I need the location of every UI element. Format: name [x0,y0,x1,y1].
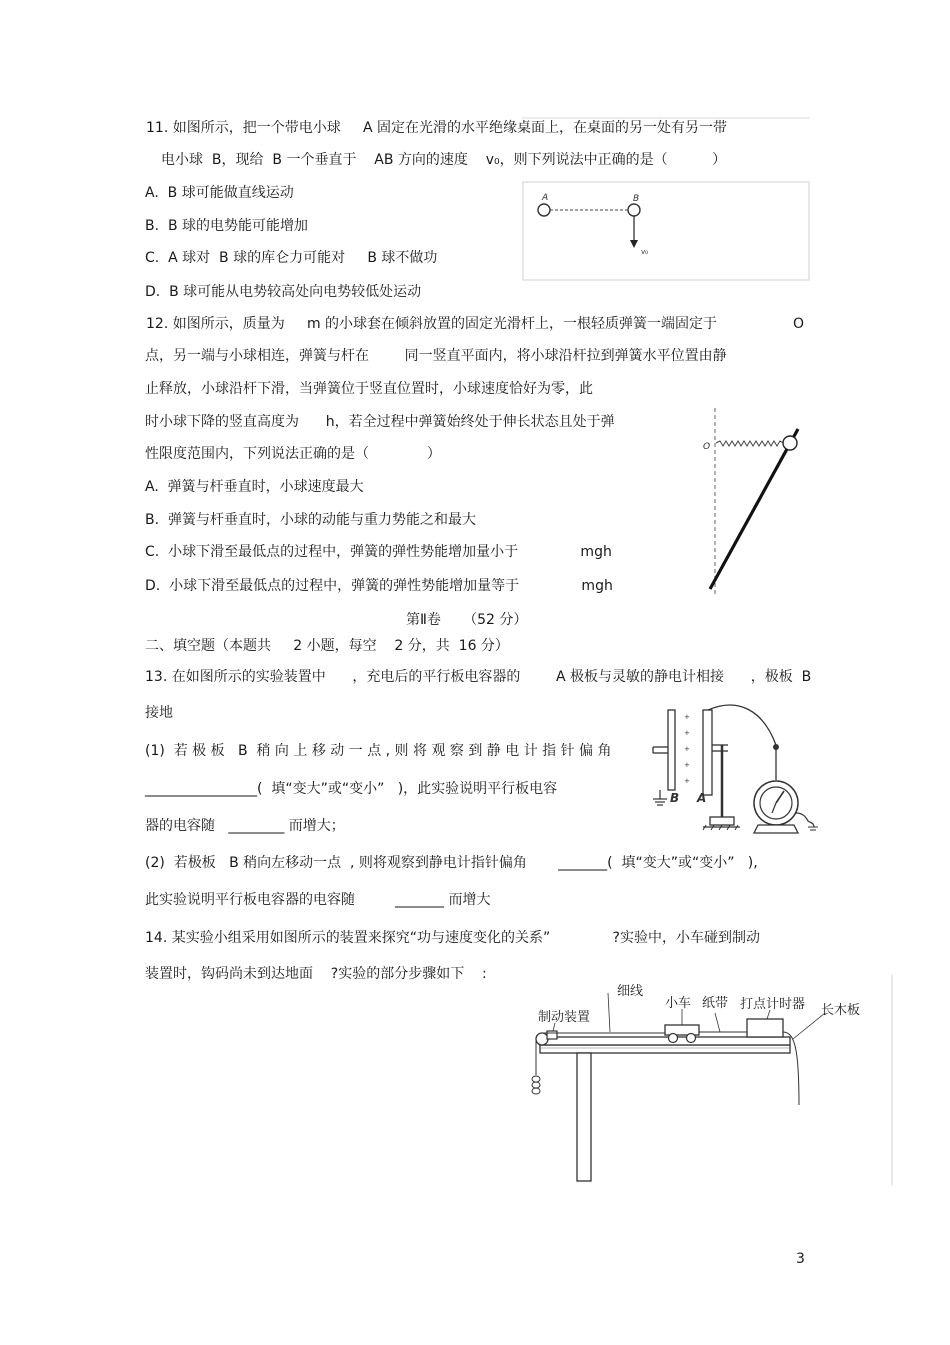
q12-line-1: 12. 如图所示，质量为 m 的小球套在倾斜放置的固定光滑杆上，一根轻质弹簧一端固定于 [146,316,718,332]
q13-line-1: 13. 在如图所示的实验装置中 ，充电后的平行板电容器的 A 极板与灵敏的静电计相接 ，极板 B [145,669,812,685]
plate-a [703,710,712,795]
svg-text:+: + [684,777,690,785]
q11-option-b: B. B 球的电势能可能增加 [145,218,309,234]
section-title: 第Ⅱ卷 （52 分） [406,612,528,628]
q14-line-2: 装置时，钩码尚未到达地面 ?实验的部分步骤如下 : [145,966,487,982]
ball [783,436,797,450]
q13-part1-line-1: (1) 若 极 板 B 稍 向 上 移 动 一 点 , 则 将 观 察 到 静 电 计 指 针 偏 角 [145,743,612,759]
q12-option-b: B. 弹簧与杆垂直时，小球的动能与重力势能之和最大 [145,512,476,528]
q13-part2-line-1: (2) 若极板 B 稍向左移动一点 , 则将观察到静电计指针偏角 _______( 填“变大”或“变小” ), [145,855,758,871]
spring [716,441,783,446]
svg-text:+: + [684,761,690,769]
brake-device [547,1031,557,1039]
label-brake: 制动装置 [538,1010,591,1025]
plate-b [668,710,675,790]
page-number: 3 [796,1251,805,1267]
q13-line-2: 接地 [145,705,173,721]
label-thread: 细线 [617,984,644,999]
label-timer: 打点计时器 [740,997,806,1012]
q14-line-1: 14. 某实验小组采用如图所示的装置来探究“功与速度变化的关系” ?实验中，小车碰到制动 [145,930,760,946]
svg-text:+: + [684,745,690,753]
q13-part2-line-2: 此实验说明平行板电容器的电容随 _______ 而增大 [145,892,491,908]
cart [665,1025,699,1035]
svg-text:+: + [684,729,690,737]
wire [708,705,776,745]
q11-line-2: 电小球 B，现给 B 一个垂直于 AB 方向的速度 v₀，则下列说法中正确的是（ ） [161,152,727,168]
q12-line-4: 时小球下降的竖直高度为 h，若全过程中弹簧始终处于伸长状态且处于弹 [145,414,615,430]
label-a: A [697,791,707,805]
long-board [540,1037,790,1045]
ball-a [538,204,550,216]
section-heading: 二、填空题（本题共 2 小题，每空 2 分，共 16 分） [145,638,509,654]
q12-line-1-end: O [793,316,805,332]
q11-figure [522,118,812,283]
q11-option-c: C. A 球对 B 球的库仑力可能对 B 球不做功 [145,250,438,266]
q11-option-a: A. B 球可能做直线运动 [145,185,294,201]
q13-part1-line-2: ________________( 填“变大”或“变小” )，此实验说明平行板电容 [145,781,558,797]
q11-line-1: 11. 如图所示，把一个带电小球 A 固定在光滑的水平绝缘桌面上，在桌面的另一处有另一带 [146,120,727,136]
label-b: B [670,791,680,805]
label-v0: v₀ [641,248,648,256]
label-o: O [703,442,711,452]
q12-figure [700,405,810,600]
q12-line-5: 性限度范围内，下列说法正确的是（ ） [145,446,441,462]
ball-b [628,204,640,216]
label-b: B [633,194,640,204]
q13-figure [648,705,818,840]
q12-option-c: C. 小球下滑至最低点的过程中，弹簧的弹性势能增加量小于 mgh [145,544,612,560]
q12-line-3: 止释放，小球沿杆下滑，当弹簧位于竖直位置时，小球速度恰好为零，此 [145,381,593,397]
label-tape: 纸带 [702,996,729,1011]
label-cart: 小车 [665,996,692,1011]
svg-text:+: + [684,713,690,721]
q11-option-d: D. B 球可能从电势较高处向电势较低处运动 [145,284,422,300]
table-top [540,1045,790,1053]
slanted-rod [710,429,798,589]
label-a: A [542,193,549,203]
hook-weights [532,1076,540,1082]
label-board: 长木板 [821,1003,861,1018]
timer [747,1019,783,1037]
q12-option-d: D. 小球下滑至最低点的过程中，弹簧的弹性势能增加量等于 mgh [145,578,613,594]
q13-part1-line-3: 器的电容随 ________ 而增大； [145,818,345,834]
q14-figure [515,975,900,1190]
pulley [536,1033,548,1045]
q12-line-2: 点，另一端与小球相连，弹簧与杆在 同一竖直平面内，将小球沿杆拉到弹簧水平位置由静 [145,348,727,364]
q12-option-a: A. 弹簧与杆垂直时，小球速度最大 [145,479,364,495]
table-leg [577,1053,591,1181]
